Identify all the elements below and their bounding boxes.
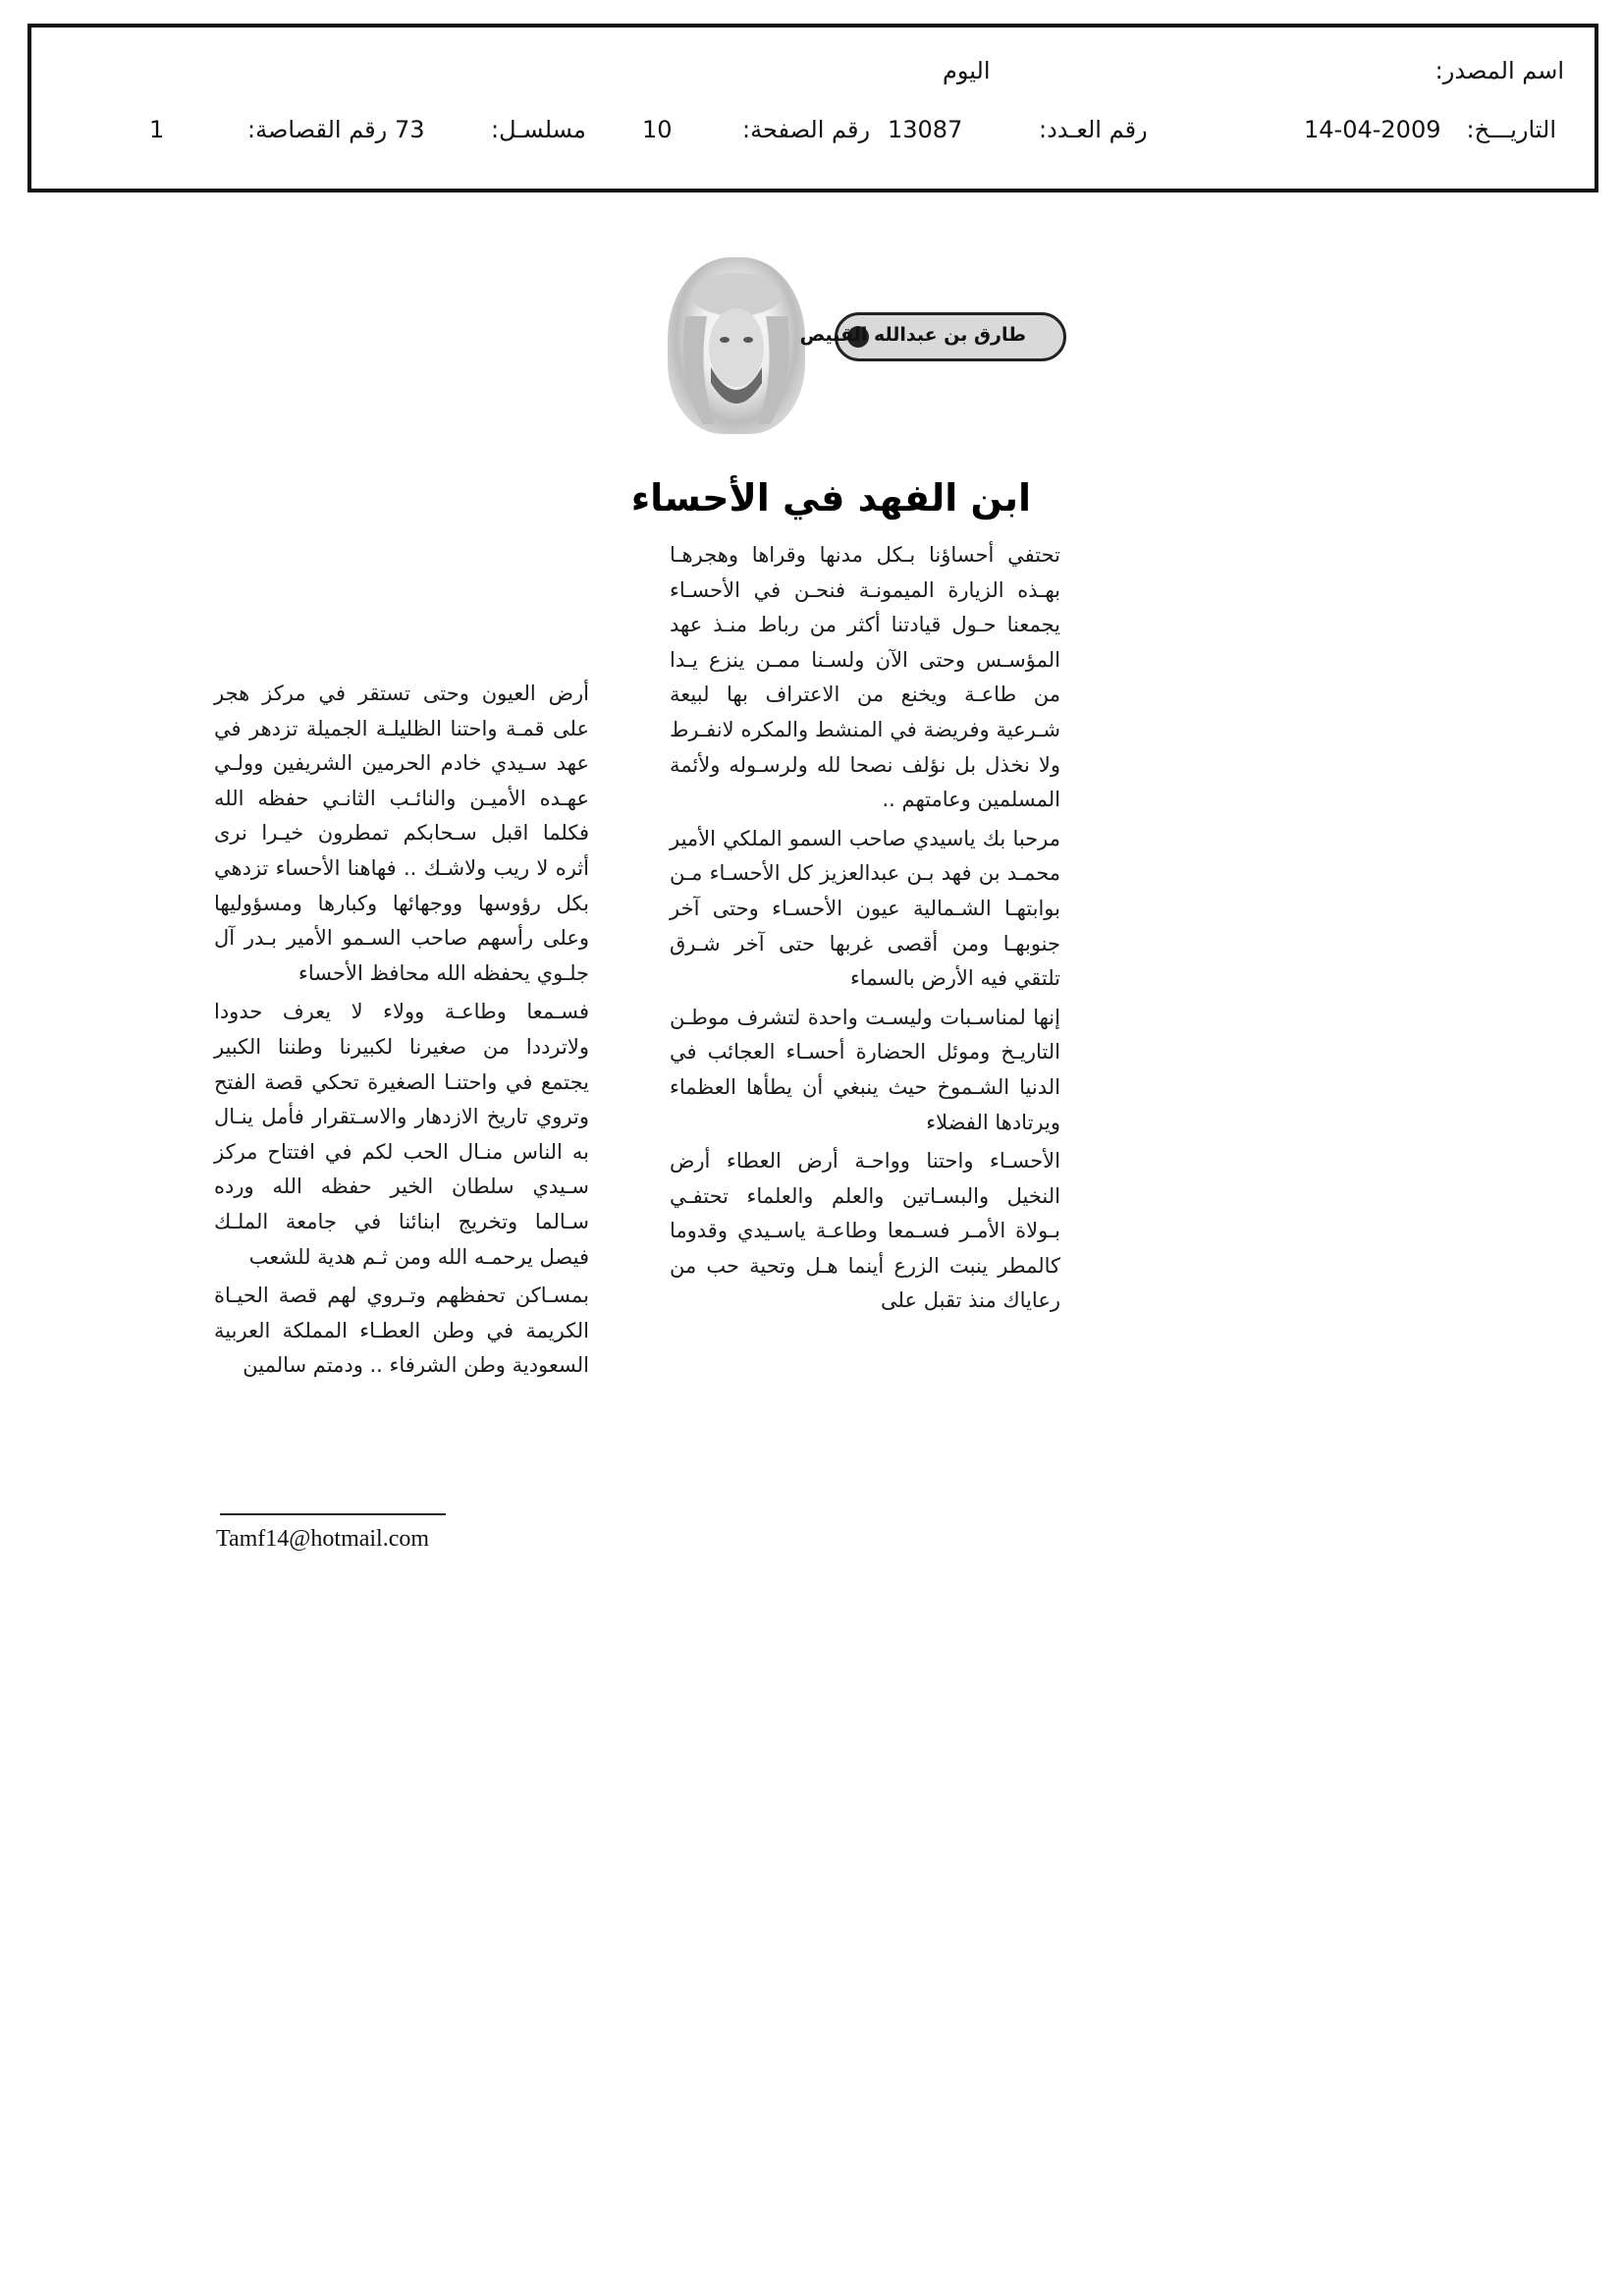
article-column-right [670, 538, 1060, 1323]
clip-label: رقم القصاصة: [247, 116, 388, 143]
source-label: اسم المصدر: [1434, 57, 1564, 84]
article-headline: ابن الفهد في الأحساء [630, 476, 1031, 519]
date-value: 14-04-2009 [1304, 116, 1441, 143]
serial-value: 73 [395, 116, 425, 143]
issue-value: 13087 [888, 116, 963, 143]
article-column-left [214, 677, 589, 1388]
paragraph: تحتفي أحساؤنا بـكل مدنها وقراها وهجرهـا بهـذه الزيارة الميمونـة فنحـن في الأحسـاء يجمعنا حـول قيادتنا أكثر من رباط منـذ عهد المؤسـس وحتى الآن ولسـنا ممـن ينزع يـدا من طاعـة ويخنع من الاعتراف بها لبيعة شـرعية وفريضة في المنشط والمكره لانفـرط ولا نخذل بل نؤلف نصحا لله ولرسـوله ولأئمة المسلمين وعامتهم .. [670, 543, 1060, 812]
author-portrait-drawing [668, 257, 805, 434]
page-label: رقم الصفحة: [742, 116, 871, 143]
issue-label: رقم العـدد: [1039, 116, 1148, 143]
paragraph: مرحبا بك ياسيدي صاحب السمو الملكي الأمير محمـد بن فهد بـن عبدالعزيز كل الأحسـاء مـن بوابتهـا الشـمالية عيون الأحسـاء وحتى آخر جنوبهـا ومن أقصى غربها حتى آخر شـرق تلتقي فيه الأرض بالسماء [670, 826, 1060, 991]
paragraph: فسـمعا وطاعـة وولاء لا يعرف حدودا ولاترددا من صغيرنا لكبيرنا وطننا الكبير يجتمع في واحتنـا الصغيرة تحكي قصة الفتح وتروي تاريخ الازدهار والاسـتقرار فأمل ينـال به الناس منـال الحب لكم في افتتاح مركز سـيدي سلطان الخير حفظه الله ورده سـالما وتخريج ابنائنا في جامعة الملـك فيصل يرحمـه الله ومن ثـم هدية للشعب [214, 1000, 589, 1269]
author-email: Tamf14@hotmail.com [216, 1526, 430, 1552]
paragraph: الأحسـاء واحتنا وواحـة أرض العطاء أرض النخيل والبسـاتين والعلم والعلماء تحتفـي بـولاة الأمـر فسـمعا وطاعـة ياسـيدي وقدوما كالمطر ينبت الزرع أينما هـل وتحية حب من رعاياك منذ تقبل على [670, 1149, 1060, 1313]
paragraph: إنها لمناسـبات وليسـت واحدة لتشرف موطـن التاريـخ وموئل الحضارة أحسـاء العجائب في الدنيا الشـموخ حيث ينبغي أن يطأها العظماء ويرتادها الفضلاء [670, 1005, 1060, 1134]
date-label: التاريـــخ: [1466, 116, 1556, 143]
clip-value: 1 [149, 116, 165, 143]
source-value: اليوم [943, 57, 991, 84]
author-byline-badge [799, 312, 1066, 361]
signature-rule [220, 1513, 446, 1515]
paragraph: بمسـاكن تحفظهم وتـروي لهم قصة الحيـاة الكريمة في وطن العطـاء المملكة العربية السعودية وطن الشرفاء .. ودمتم سالمين [214, 1284, 589, 1378]
serial-label: مسلسـل: [491, 116, 586, 143]
page-value: 10 [642, 116, 673, 143]
author-name: طارق بن عبدالله القبيص [799, 324, 1026, 346]
author-portrait [668, 257, 805, 434]
clipping-header-box [27, 24, 1598, 192]
paragraph: أرض العيون وحتى تستقر في مركز هجر على قمـة واحتنا الظليلـة الجميلة تزدهر في عهد سـيدي خادم الحرمين الشريفين وولـي عهـده الأميـن والنائـب الثانـي حفظه الله فكلما اقبل سـحابكم تمطرون خيـرا نرى أثره لا ريب ولاشـك .. فهاهنا الأحساء تزدهي بكل رؤوسها ووجهائها وكبارها ومسؤوليها وعلى رأسهم صاحب السـمو الأمير بـدر آل جلـوي يحفظه الله محافظ الأحساء [214, 682, 589, 985]
